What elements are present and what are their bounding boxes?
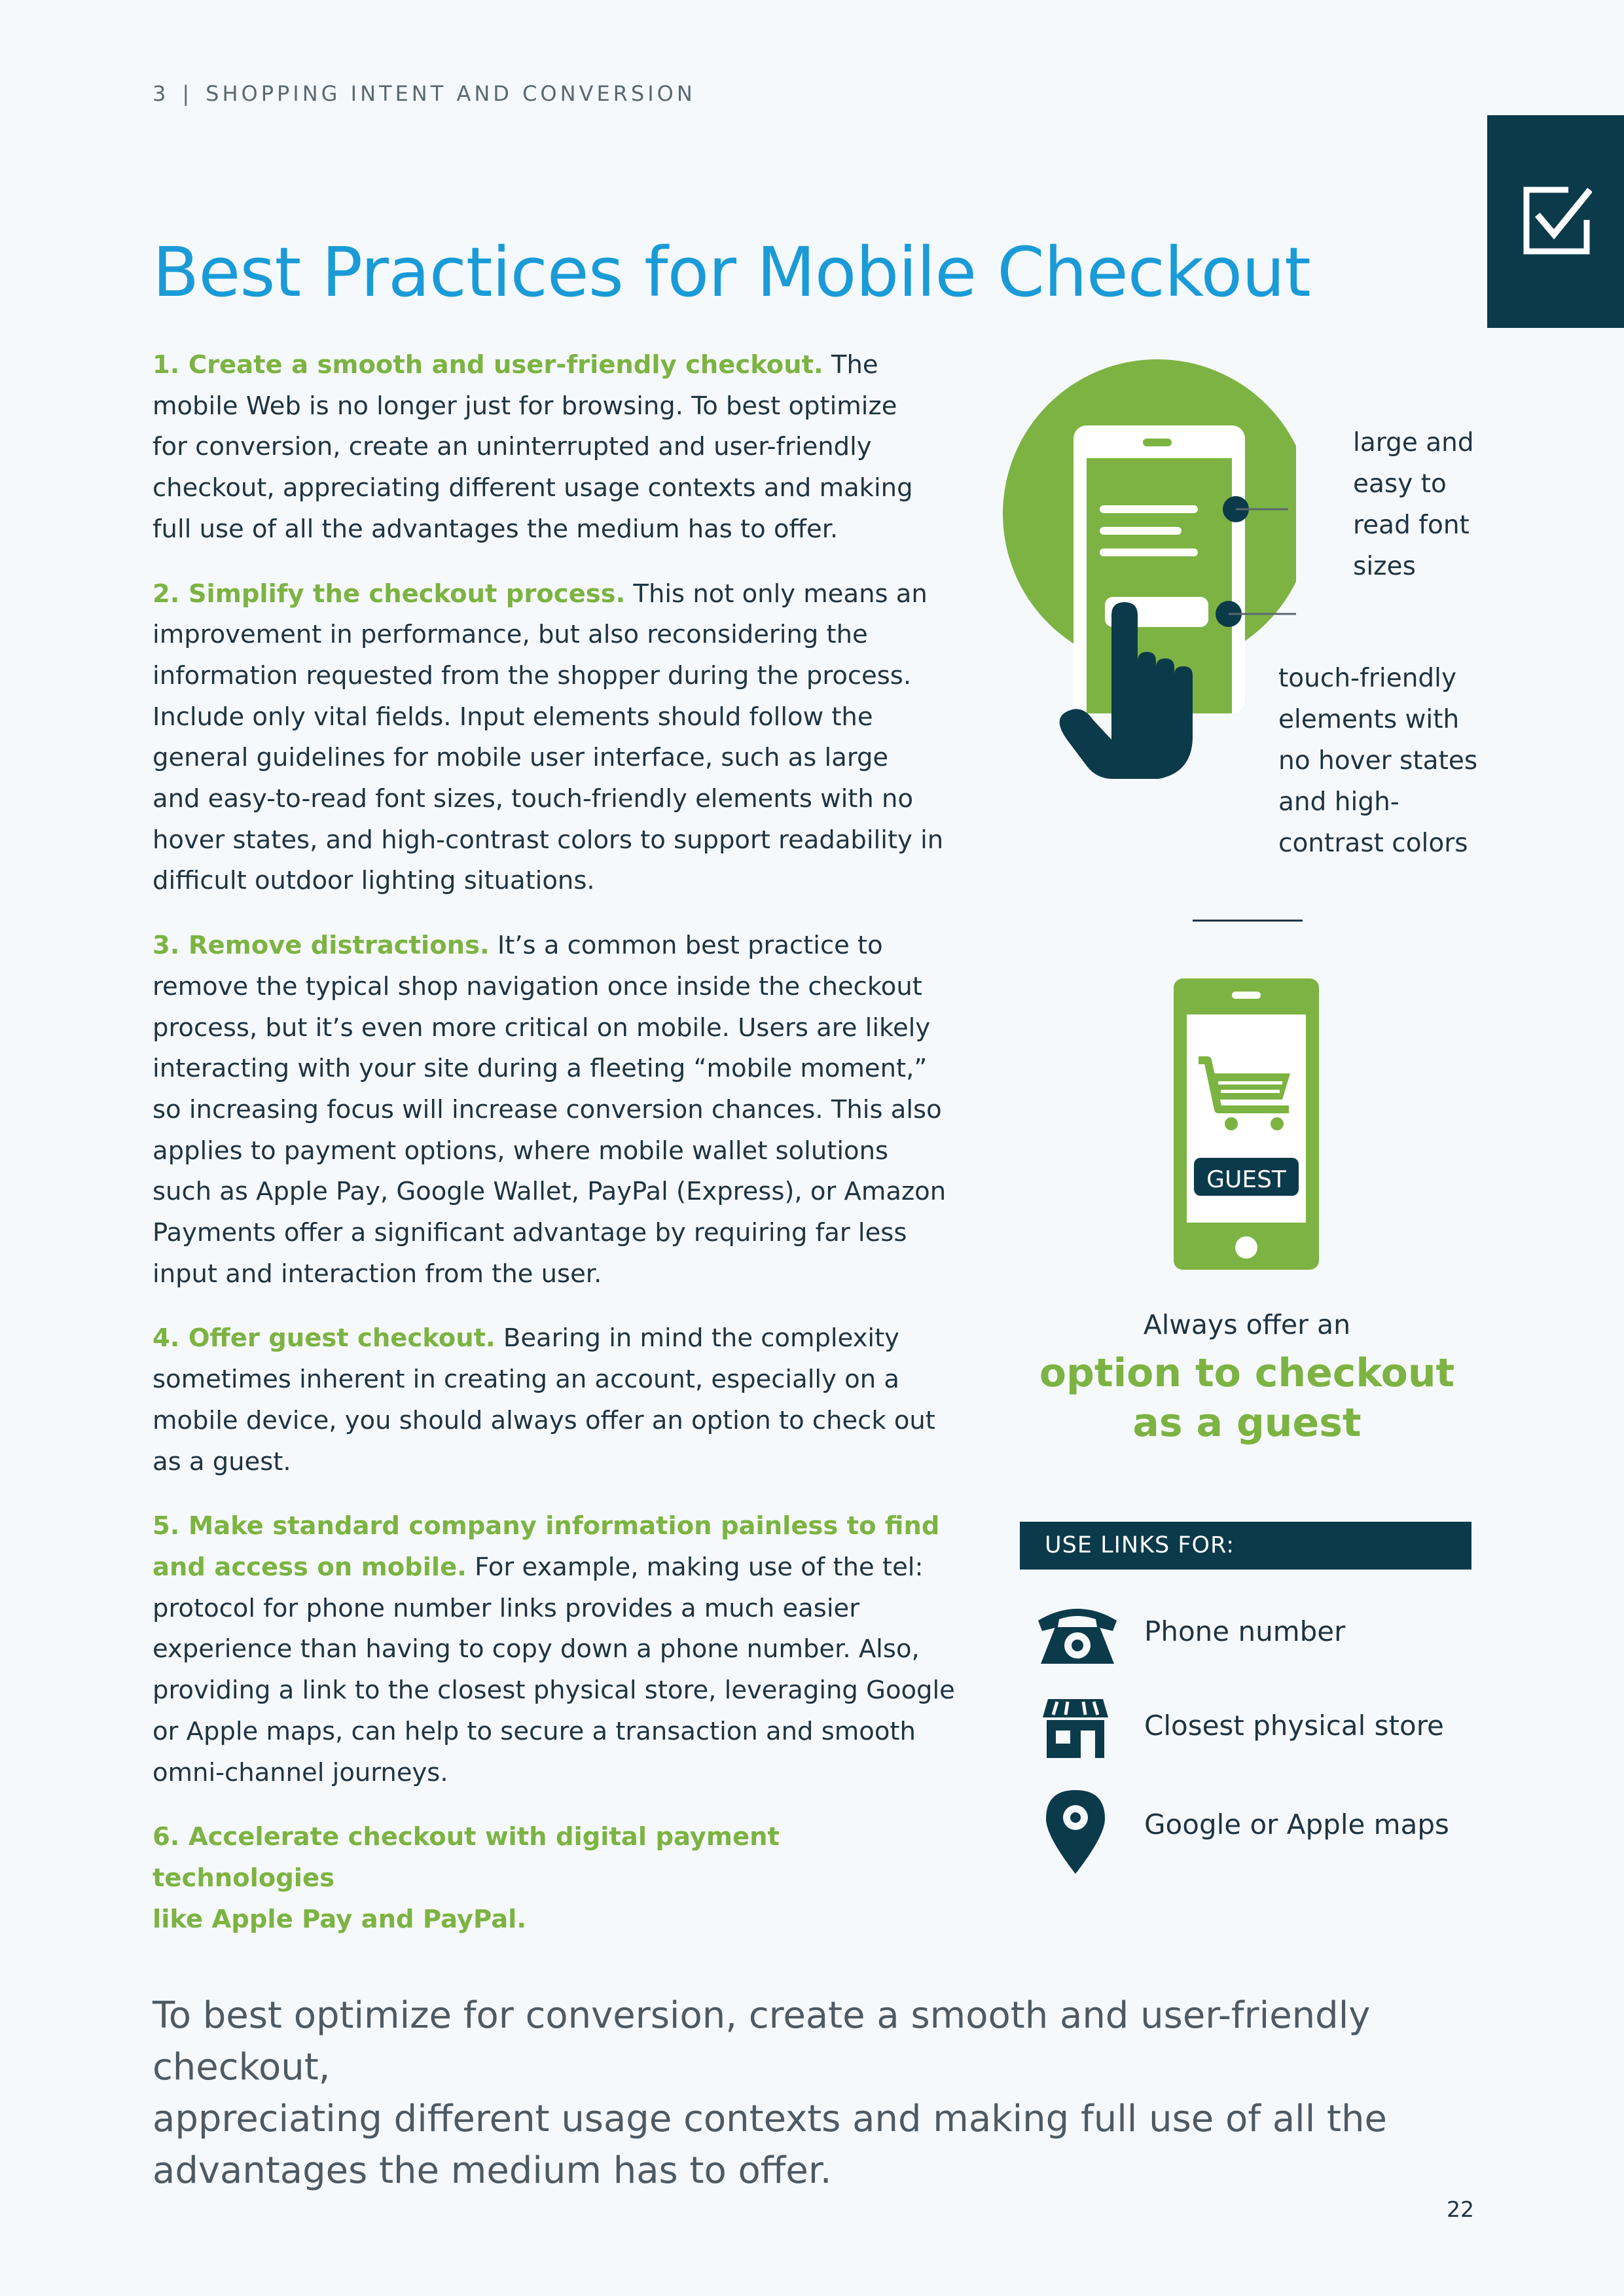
callout-line: elements with bbox=[1278, 705, 1460, 734]
practice-line: or Apple maps, can help to secure a transaction and smooth bbox=[153, 1716, 916, 1746]
practice-line: omni-channel journeys. bbox=[153, 1757, 448, 1787]
practice-line: Include only vital fields. Input elements should follow the bbox=[153, 702, 873, 732]
practice-line: sometimes inherent in creating an account, especially on a bbox=[153, 1365, 899, 1395]
practice-line: It’s a common best practice to bbox=[489, 931, 883, 961]
checkbox-check-icon bbox=[1521, 186, 1592, 257]
offer-intro: Always offer an bbox=[1143, 1309, 1351, 1340]
link-phone-number: Phone number bbox=[1144, 1615, 1346, 1647]
practice-line: process, but it’s even more critical on mobile. Users are likely bbox=[153, 1013, 931, 1043]
practice-line: protocol for phone number links provides a much easier bbox=[153, 1593, 860, 1623]
quote-line: advantages the medium has to offer. bbox=[153, 2149, 832, 2192]
callout-line: easy to bbox=[1353, 469, 1447, 499]
practice-line: mobile device, you should always offer an option to check out bbox=[153, 1405, 935, 1435]
practice-line: so increasing focus will increase conversion chances. This also bbox=[153, 1094, 942, 1124]
practice-item-2 bbox=[153, 574, 964, 903]
telephone-icon bbox=[1036, 1601, 1119, 1665]
map-pin-icon bbox=[1046, 1790, 1105, 1874]
divider bbox=[1193, 920, 1303, 922]
guest-badge-label: GUEST bbox=[1206, 1166, 1286, 1193]
practice-line: checkout, appreciating different usage contexts and making bbox=[153, 473, 913, 503]
callout-line: read font bbox=[1353, 511, 1470, 540]
quote-line: To best optimize for conversion, create a smooth and user-friendly checkout, bbox=[153, 1994, 1371, 2089]
running-header bbox=[153, 81, 696, 106]
practice-line: applies to payment options, where mobile wallet solutions bbox=[153, 1136, 889, 1166]
callout-touch-friendly bbox=[1278, 658, 1477, 864]
practice-item-3 bbox=[153, 925, 964, 1295]
storefront-icon bbox=[1043, 1695, 1108, 1758]
practice-line: This not only means an bbox=[625, 579, 928, 609]
callout-line: no hover states bbox=[1278, 746, 1478, 776]
practice-line: hover states, and high-contrast colors to support readability in bbox=[153, 825, 944, 855]
pull-quote bbox=[153, 1990, 1514, 2197]
guest-checkout-phone bbox=[1174, 978, 1319, 1270]
mobile-touch-illustration bbox=[995, 353, 1296, 812]
corner-tab bbox=[1487, 115, 1624, 328]
practice-line: such as Apple Pay, Google Wallet, PayPal (Express), or Amazon bbox=[153, 1177, 947, 1207]
practice-item-4 bbox=[153, 1318, 964, 1482]
header-separator: | bbox=[182, 81, 193, 106]
header-section: SHOPPING INTENT AND CONVERSION bbox=[206, 81, 696, 106]
practice-line: Bearing in mind the complexity bbox=[495, 1323, 899, 1354]
header-page-number: 3 bbox=[153, 81, 170, 106]
page-title: Best Practices for Mobile Checkout bbox=[153, 232, 1310, 312]
callout-line: touch-friendly bbox=[1278, 664, 1457, 693]
links-heading: USE LINKS FOR: bbox=[1020, 1522, 1471, 1570]
practice-line: full use of all the advantages the medium has to offer. bbox=[153, 514, 839, 544]
practice-line: remove the typical shop navigation once inside the checkout bbox=[153, 971, 922, 1001]
practice-item-6 bbox=[153, 1817, 964, 1940]
quote-line: appreciating different usage contexts and making full use of all the bbox=[153, 2098, 1387, 2140]
practice-line: interacting with your site during a fleeting “mobile moment,” bbox=[153, 1054, 928, 1084]
practice-line: mobile Web is no longer just for browsing. To best optimize bbox=[153, 391, 897, 421]
practice-lead: 4. Offer guest checkout. bbox=[153, 1323, 496, 1354]
practice-lead: 5. Make standard company information painless to find and access on mobile. bbox=[153, 1511, 940, 1582]
practice-line: and easy-to-read font sizes, touch-friendly elements with no bbox=[153, 784, 913, 814]
callout-line: sizes bbox=[1353, 552, 1416, 581]
offer-highlight bbox=[1008, 1348, 1486, 1448]
page-number: 22 bbox=[1447, 2197, 1474, 2222]
offer-line: as a guest bbox=[1132, 1400, 1362, 1446]
callout-line: and high- bbox=[1278, 787, 1399, 817]
best-practices-list bbox=[153, 345, 964, 1964]
practice-lead: 6. Accelerate checkout with digital payment technologies like Apple Pay and PayPal. bbox=[153, 1822, 780, 1934]
practice-line: Payments offer a significant advantage by requiring far less bbox=[153, 1218, 907, 1248]
link-closest-store: Closest physical store bbox=[1144, 1710, 1444, 1742]
practice-item-1 bbox=[153, 345, 964, 550]
practice-line: general guidelines for mobile user interface, such as large bbox=[153, 743, 889, 773]
practice-item-5 bbox=[153, 1506, 964, 1793]
link-maps: Google or Apple maps bbox=[1144, 1808, 1449, 1840]
practice-lead: 2. Simplify the checkout process. bbox=[153, 579, 626, 609]
practice-lead: 1. Create a smooth and user-friendly checkout. bbox=[153, 350, 823, 380]
callout-line: large and bbox=[1353, 428, 1474, 457]
practice-line: for conversion, create an uninterrupted and user-friendly bbox=[153, 432, 872, 462]
practice-line: difficult outdoor lighting situations. bbox=[153, 866, 595, 896]
practice-line: information requested from the shopper during the process. bbox=[153, 660, 912, 691]
practice-line: providing a link to the closest physical store, leveraging Google bbox=[153, 1676, 955, 1706]
callout-font-sizes bbox=[1353, 422, 1474, 587]
callout-line: contrast colors bbox=[1278, 829, 1468, 858]
practice-lead: 3. Remove distractions. bbox=[153, 931, 490, 961]
offer-line: option to checkout bbox=[1039, 1350, 1455, 1396]
practice-line: For example, making use of the tel: bbox=[466, 1552, 924, 1582]
practice-line: The bbox=[823, 350, 878, 380]
practice-line: input and interaction from the user. bbox=[153, 1259, 602, 1289]
practice-line: improvement in performance, but also reconsidering the bbox=[153, 620, 868, 650]
practice-line: as a guest. bbox=[153, 1446, 291, 1477]
practice-line: experience than having to copy down a phone number. Also, bbox=[153, 1634, 920, 1664]
